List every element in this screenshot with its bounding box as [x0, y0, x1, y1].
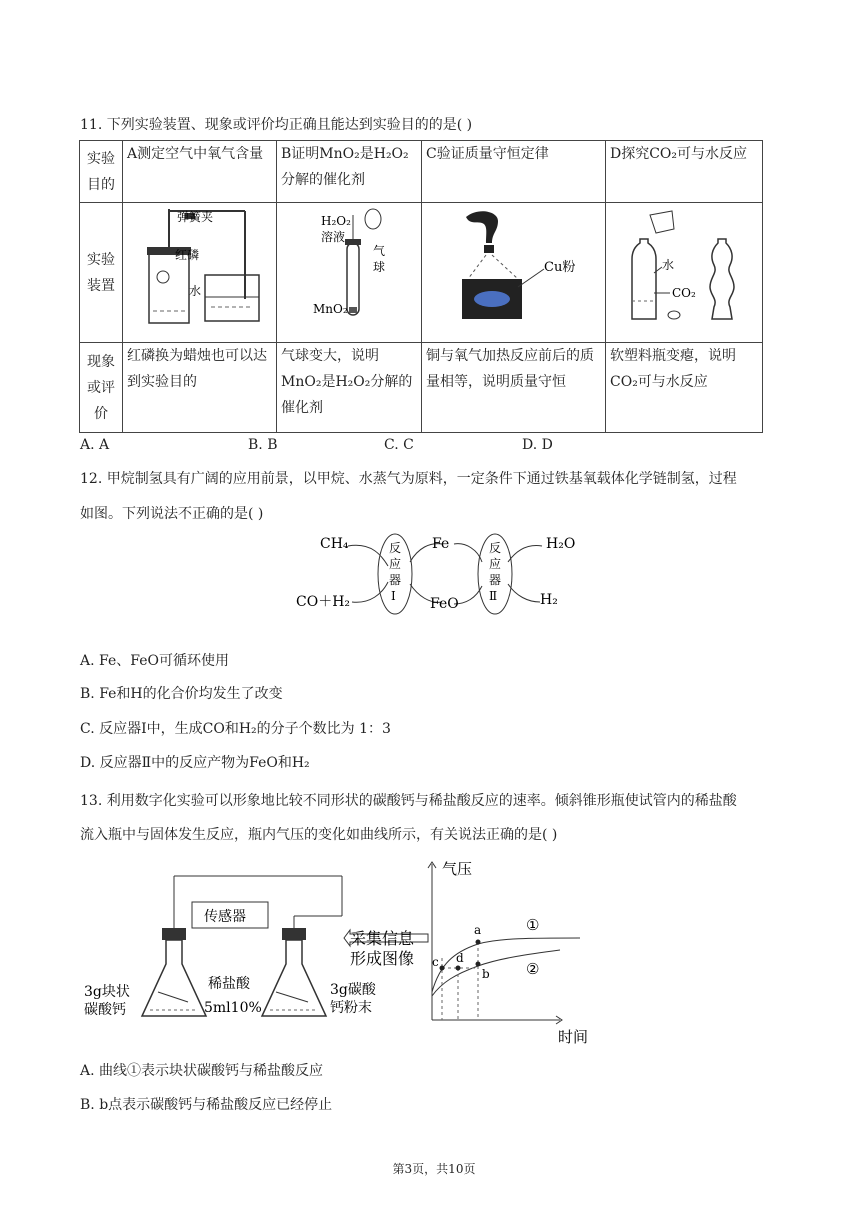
- q11-option-d: D. D: [522, 437, 553, 453]
- q11-option-b: B. B: [248, 437, 278, 453]
- label-point-d: d: [456, 951, 464, 965]
- row-head-apparatus: 实验装置: [80, 203, 123, 343]
- label-co2: CO₂: [672, 286, 696, 300]
- apparatus-d-figure: [610, 203, 758, 333]
- q12-stem-line-1: 12. 甲烷制氢具有广阔的应用前景，以甲烷、水蒸气为原料，一定条件下通过铁基氧载体化学链制氢，过程: [80, 471, 737, 487]
- label-left-solid-2: 碳酸钙: [84, 1002, 126, 1018]
- apparatus-a: [123, 203, 277, 343]
- q11-option-a: A. A: [80, 437, 110, 453]
- reactor-1-char-1: 反: [389, 541, 402, 555]
- q11-stem: 11. 下列实验装置、现象或评价均正确且能达到实验目的的是( ): [80, 117, 473, 133]
- evaluation-a: 红磷换为蜡烛也可以达到实验目的: [123, 343, 277, 433]
- label-point-c: c: [432, 955, 439, 969]
- label-cu: Cu粉: [544, 260, 576, 275]
- q13-experiment-diagram: [80, 854, 610, 1054]
- label-balloon-2: 球: [373, 260, 386, 274]
- apparatus-d: [606, 203, 763, 343]
- label-right-solid-2: 钙粉末: [330, 1000, 372, 1016]
- purpose-c: C验证质量守恒定律: [422, 141, 606, 203]
- label-red-p: 红磷: [175, 248, 200, 262]
- label-y-axis: 气压: [442, 860, 473, 878]
- q12-option-d: D. 反应器Ⅱ中的反应产物为FeO和H₂: [80, 755, 310, 771]
- apparatus-c: [422, 203, 606, 343]
- label-water-2: 水: [662, 258, 675, 272]
- label-collect-1: 采集信息: [350, 929, 415, 948]
- reactor-1-char-3: 器: [389, 573, 402, 587]
- reactor-2-char-1: 反: [489, 541, 502, 555]
- label-h2: H₂: [540, 592, 558, 608]
- reactor-2-char-2: 应: [489, 557, 502, 571]
- label-h2o2: H₂O₂: [321, 214, 351, 228]
- q12-option-b: B. Fe和H的化合价均发生了改变: [80, 686, 283, 702]
- label-curve-1: ①: [526, 916, 540, 934]
- apparatus-b: [277, 203, 422, 343]
- q11-option-c: C. C: [384, 437, 414, 453]
- reactor-2-char-4: Ⅱ: [489, 589, 498, 603]
- q12-option-c: C. 反应器Ⅰ中，生成CO和H₂的分子个数比为 1：3: [80, 721, 391, 737]
- q12-reactor-diagram: [290, 526, 610, 626]
- q13-stem-line-2: 流入瓶中与固体发生反应，瓶内气压的变化如曲线所示，有关说法正确的是( ): [80, 827, 558, 843]
- label-right-solid-1: 3g碳酸: [330, 982, 376, 998]
- q13-option-b: B. b点表示碳酸钙与稀盐酸反应已经停止: [80, 1097, 333, 1113]
- evaluation-d: 软塑料瓶变瘪，说明CO₂可与水反应: [606, 343, 763, 433]
- apparatus-b-figure: [281, 203, 417, 333]
- label-h2o: H₂O: [546, 536, 576, 552]
- label-x-axis: 时间: [558, 1028, 589, 1046]
- purpose-d: D探究CO₂可与水反应: [606, 141, 763, 203]
- reactor-2-char-3: 器: [489, 573, 502, 587]
- label-co-h2: CO＋H₂: [296, 594, 351, 610]
- label-feo: FeO: [430, 596, 459, 612]
- label-collect-2: 形成图像: [350, 949, 415, 968]
- apparatus-a-figure: [127, 203, 272, 333]
- q12-option-a: A. Fe、FeO可循环使用: [80, 653, 229, 669]
- evaluation-c: 铜与氧气加热反应前后的质量相等，说明质量守恒: [422, 343, 606, 433]
- label-curve-2: ②: [526, 960, 540, 978]
- label-ch4: CH₄: [320, 536, 349, 552]
- label-water: 水: [189, 284, 202, 298]
- row-head-purpose: 实验目的: [80, 141, 123, 203]
- label-acid-2: 5ml10%: [204, 1000, 262, 1016]
- evaluation-b: 气球变大，说明MnO₂是H₂O₂分解的催化剂: [277, 343, 422, 433]
- label-sensor: 传感器: [204, 909, 246, 925]
- label-left-solid-1: 3g块状: [84, 984, 130, 1000]
- experiment-table: [79, 140, 763, 433]
- apparatus-c-figure: [426, 203, 601, 333]
- q12-stem-line-2: 如图。下列说法不正确的是( ): [80, 506, 264, 522]
- q13-stem-line-1: 13. 利用数字化实验可以形象地比较不同形状的碳酸钙与稀盐酸反应的速率。倾斜锥形瓶使试管内的稀盐酸: [80, 793, 737, 809]
- label-balloon-1: 气: [373, 244, 386, 258]
- purpose-b: B证明MnO₂是H₂O₂分解的催化剂: [277, 141, 422, 203]
- label-point-b: b: [482, 967, 490, 981]
- label-solution: 溶液: [321, 230, 346, 244]
- reactor-1-char-4: Ⅰ: [391, 589, 396, 603]
- reactor-1-char-2: 应: [389, 557, 402, 571]
- label-point-a: a: [474, 923, 482, 937]
- row-head-evaluation: 现象或评价: [80, 343, 123, 433]
- label-acid-1: 稀盐酸: [208, 976, 250, 992]
- page-footer: 第3页，共10页: [392, 1162, 476, 1176]
- label-fe: Fe: [432, 536, 450, 552]
- purpose-a: A测定空气中氧气含量: [123, 141, 277, 203]
- label-spring-clip: 弹簧夹: [177, 210, 214, 224]
- q13-option-a: A. 曲线①表示块状碳酸钙与稀盐酸反应: [80, 1063, 324, 1079]
- label-mno2: MnO₂: [313, 302, 348, 316]
